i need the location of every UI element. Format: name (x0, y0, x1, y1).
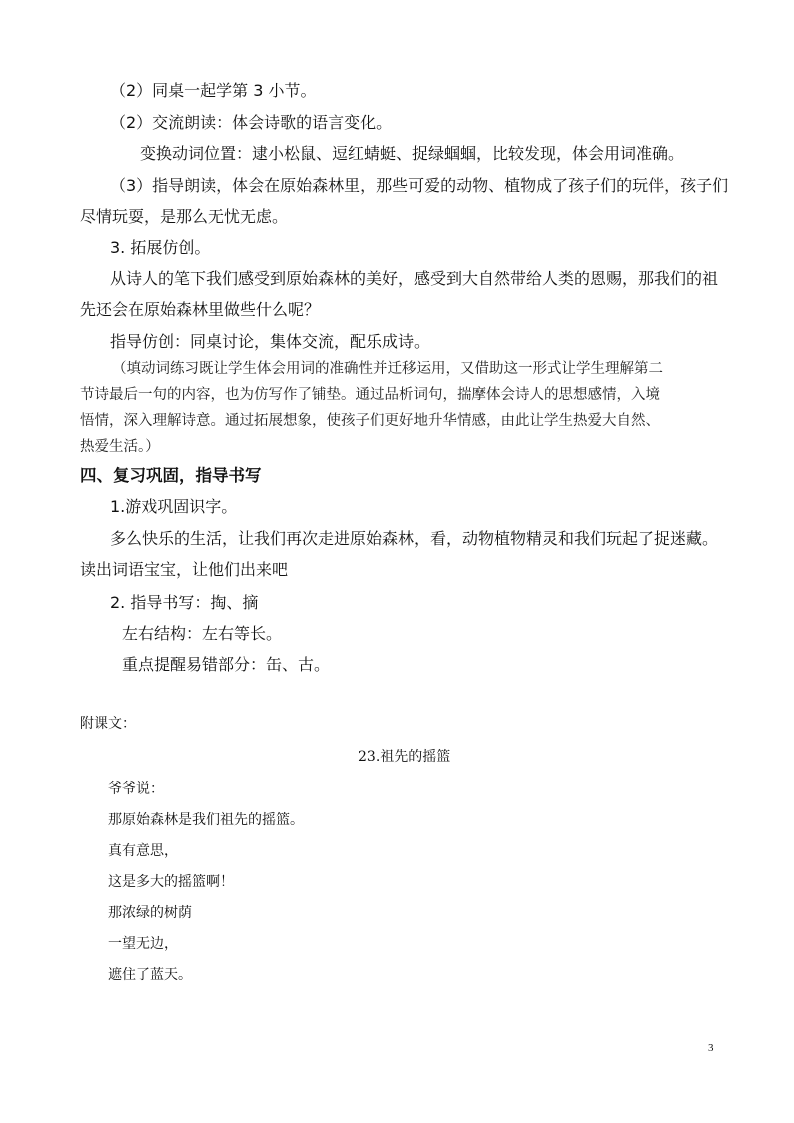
section-line-4: 2. 指导书写：掏、摘 (110, 593, 259, 612)
poem-line-2: 那原始森林是我们祖先的摇篮。 (108, 812, 304, 828)
poem-line-6: 一望无边， (108, 936, 178, 952)
note-line-3: 悟情，深入理解诗意。通过拓展想象，使孩子们更好地升华情感，由此让学生热爱大自然、 (80, 413, 660, 429)
body-line-1: （2）同桌一起学第 3 小节。 (110, 81, 317, 100)
body-line-9: 指导仿创：同桌讨论，集体交流，配乐成诗。 (110, 332, 431, 351)
section-line-5: 左右结构：左右等长。 (122, 624, 283, 643)
poem-line-7: 遮住了蓝天。 (108, 967, 192, 983)
body-line-5: 尽情玩耍，是那么无忧无虑。 (80, 207, 289, 226)
poem-line-5: 那浓绿的树荫 (108, 905, 192, 921)
section-line-6: 重点提醒易错部分：缶、古。 (122, 655, 331, 674)
poem-title: 23.祖先的摇篮 (358, 749, 451, 765)
body-line-8: 先还会在原始森林里做些什么呢？ (80, 300, 321, 319)
poem-line-4: 这是多大的摇篮啊！ (108, 874, 234, 890)
poem-line-3: 真有意思， (108, 843, 178, 859)
section-line-3: 读出词语宝宝，让他们出来吧 (80, 560, 289, 579)
page-number: 3 (708, 1042, 714, 1054)
body-line-4: （3）指导朗读，体会在原始森林里，那些可爱的动物、植物成了孩子们的玩伴，孩子们 (110, 176, 729, 195)
section-line-2: 多么快乐的生活，让我们再次走进原始森林，看，动物植物精灵和我们玩起了捉迷藏。 (110, 529, 719, 548)
appendix-label: 附课文： (80, 716, 136, 732)
note-line-2: 节诗最后一句的内容，也为仿写作了铺垫。通过品析词句，揣摩体会诗人的思想感情，入境 (80, 387, 660, 403)
body-line-7: 从诗人的笔下我们感受到原始森林的美好，感受到大自然带给人类的恩赐，那我们的祖 (110, 269, 719, 288)
section-heading: 四、复习巩固，指导书写 (80, 466, 262, 485)
section-line-1: 1.游戏巩固识字。 (110, 497, 238, 516)
poem-line-1: 爷爷说： (108, 781, 164, 797)
body-line-6: 3. 拓展仿创。 (110, 238, 211, 257)
note-line-1: （填动词练习既让学生体会用词的准确性并迁移运用，又借助这一形式让学生理解第二 (112, 361, 663, 377)
body-line-2: （2）交流朗读：体会诗歌的语言变化。 (110, 113, 393, 132)
body-line-3: 变换动词位置：逮小松鼠、逗红蜻蜓、捉绿蝈蝈，比较发现，体会用词准确。 (140, 144, 685, 163)
note-line-4: 热爱生活。） (80, 439, 160, 455)
